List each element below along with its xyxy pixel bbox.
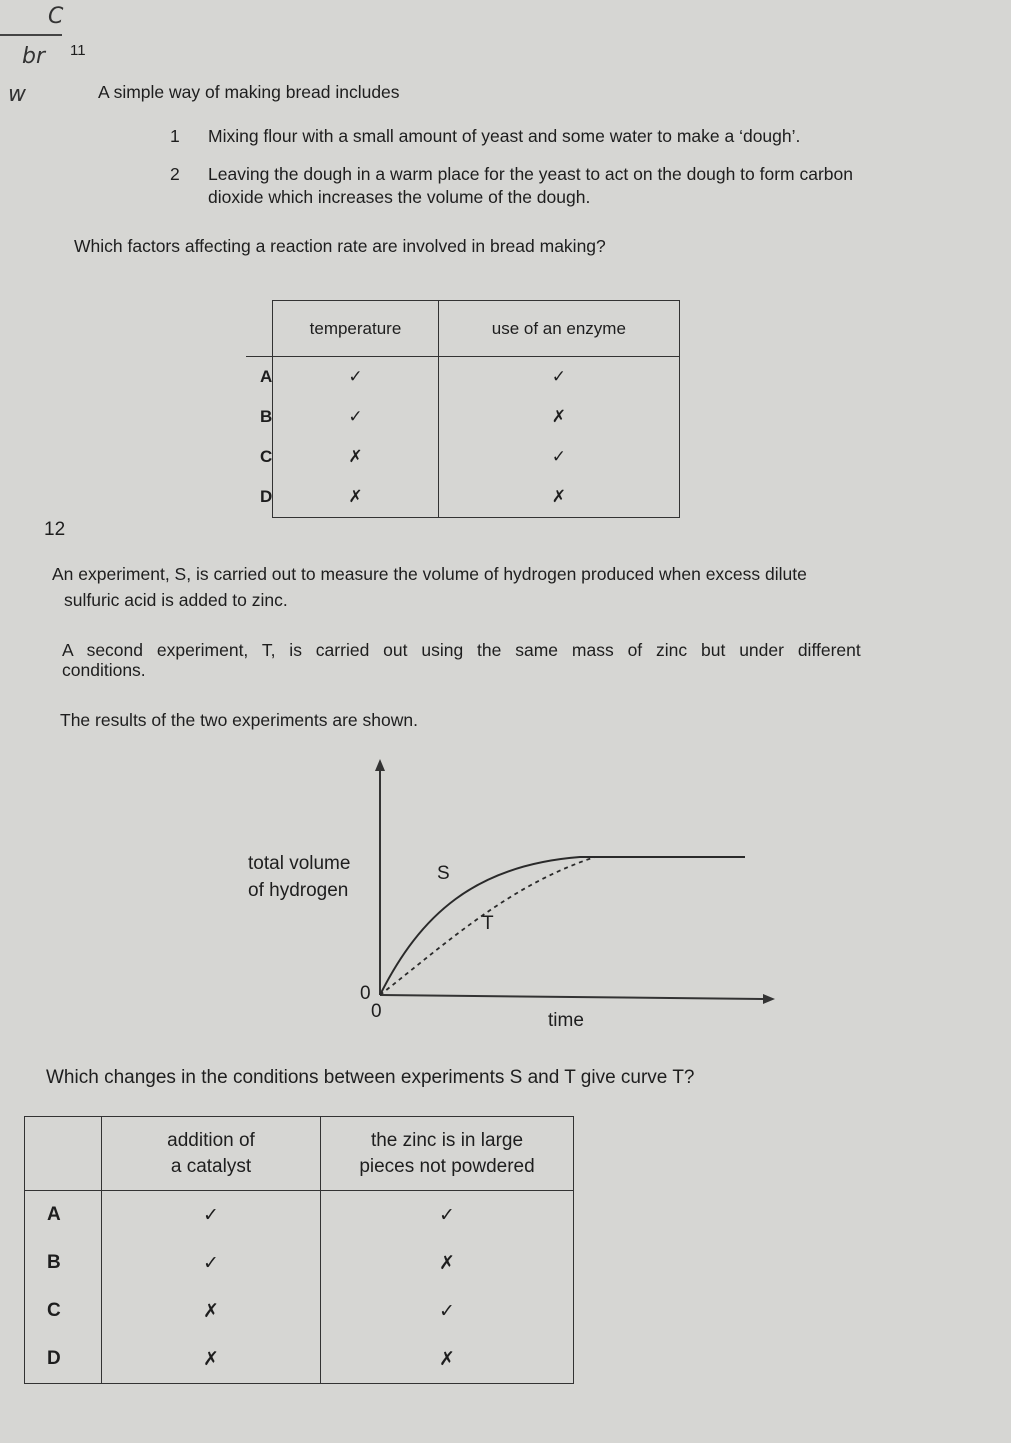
mark-c-enzyme: ✓: [551, 447, 566, 467]
mark-c-catalyst: ✗: [203, 1300, 219, 1322]
row-label-c: C: [260, 447, 273, 467]
enzyme-column: [438, 357, 679, 518]
row-label-b: B: [47, 1252, 61, 1273]
y-axis-label-line1: total volume: [248, 853, 351, 874]
question-12-table: [24, 1116, 574, 1384]
step-2-text-line2: dioxide which increases the volume of the dough.: [208, 187, 591, 207]
question-12-number: 12: [44, 519, 66, 540]
mark-c-zinc: ✓: [439, 1300, 455, 1322]
temperature-column: [273, 357, 438, 518]
question-11-prompt: Which factors affecting a reaction rate are involved in bread making?: [74, 236, 606, 256]
mark-a-catalyst: ✓: [203, 1204, 219, 1226]
q12-para3: The results of the two experiments are shown.: [60, 710, 418, 730]
question-12-prompt: Which changes in the conditions between experiments S and T give curve T?: [46, 1067, 695, 1088]
step-2-number: 2: [170, 164, 180, 184]
header-catalyst-line2: a catalyst: [170, 1155, 252, 1177]
margin-scribble-br: br: [22, 44, 46, 69]
row-label-d: D: [47, 1348, 61, 1369]
x-axis-label: time: [548, 1010, 584, 1031]
q12-para2-line1: A second experiment, T, is carried out using the same mass of zinc but under different: [62, 640, 861, 660]
question-11-number: 11: [70, 42, 86, 59]
mark-d-zinc: ✗: [439, 1348, 455, 1370]
mark-b-enzyme: ✗: [551, 407, 566, 427]
margin-scribble-w: w: [8, 82, 26, 107]
mark-b-temperature: ✓: [348, 407, 363, 427]
row-label-a: A: [47, 1204, 61, 1225]
row-label-c: C: [47, 1300, 61, 1321]
zinc-column: [321, 1191, 574, 1384]
y-axis-label-line2: of hydrogen: [248, 880, 349, 901]
curve-t-label: T: [482, 913, 494, 934]
row-label-b: B: [260, 407, 273, 427]
step-1-text: Mixing flour with a small amount of yeast and some water to make a ‘dough’.: [208, 126, 801, 146]
table-corner: [246, 301, 273, 357]
q12-para1-line1: An experiment, S, is carried out to measure the volume of hydrogen produced when excess dilute: [52, 564, 807, 584]
row-label-a: A: [260, 367, 273, 387]
row-label-d: D: [260, 487, 273, 507]
mark-b-zinc: ✗: [439, 1252, 455, 1274]
header-zinc-line2: pieces not powdered: [359, 1155, 535, 1177]
curve-s: [380, 857, 745, 995]
header-zinc-line1: the zinc is in large: [370, 1129, 524, 1151]
mark-b-catalyst: ✓: [203, 1252, 219, 1274]
mark-d-temperature: ✗: [348, 487, 363, 507]
question-11-table: [246, 300, 680, 518]
mark-a-enzyme: ✓: [551, 367, 566, 387]
x-axis: [380, 995, 765, 999]
y-origin-label: 0: [360, 983, 371, 1004]
margin-scribble-c: C: [48, 4, 64, 29]
mark-c-temperature: ✗: [348, 447, 363, 467]
header-addition-of-catalyst: [102, 1117, 321, 1191]
mark-d-catalyst: ✗: [203, 1348, 219, 1370]
mark-a-temperature: ✓: [348, 367, 363, 387]
step-2-text-line1: Leaving the dough in a warm place for the yeast to act on the dough to form carbon: [208, 164, 853, 184]
x-axis-arrow: [763, 994, 775, 1004]
header-temperature: temperature: [273, 301, 438, 357]
y-axis-arrow: [375, 759, 385, 771]
x-origin-label: 0: [371, 1001, 382, 1022]
q12-para1-line2: sulfuric acid is added to zinc.: [64, 590, 288, 610]
question-11-intro: A simple way of making bread includes: [98, 82, 400, 102]
header-use-of-enzyme: use of an enzyme: [438, 301, 679, 357]
header-zinc-large-pieces: [321, 1117, 574, 1191]
mark-d-enzyme: ✗: [551, 487, 566, 507]
catalyst-column: [102, 1191, 321, 1384]
row-labels: [246, 357, 273, 518]
row-labels: [25, 1191, 102, 1384]
q12-para2-line2: conditions.: [62, 660, 146, 680]
mark-a-zinc: ✓: [439, 1204, 455, 1226]
curve-s-label: S: [437, 863, 450, 884]
table-corner: [25, 1117, 102, 1191]
step-1-number: 1: [170, 126, 180, 146]
header-catalyst-line1: addition of: [167, 1129, 255, 1151]
margin-scribble-line: [0, 34, 62, 36]
